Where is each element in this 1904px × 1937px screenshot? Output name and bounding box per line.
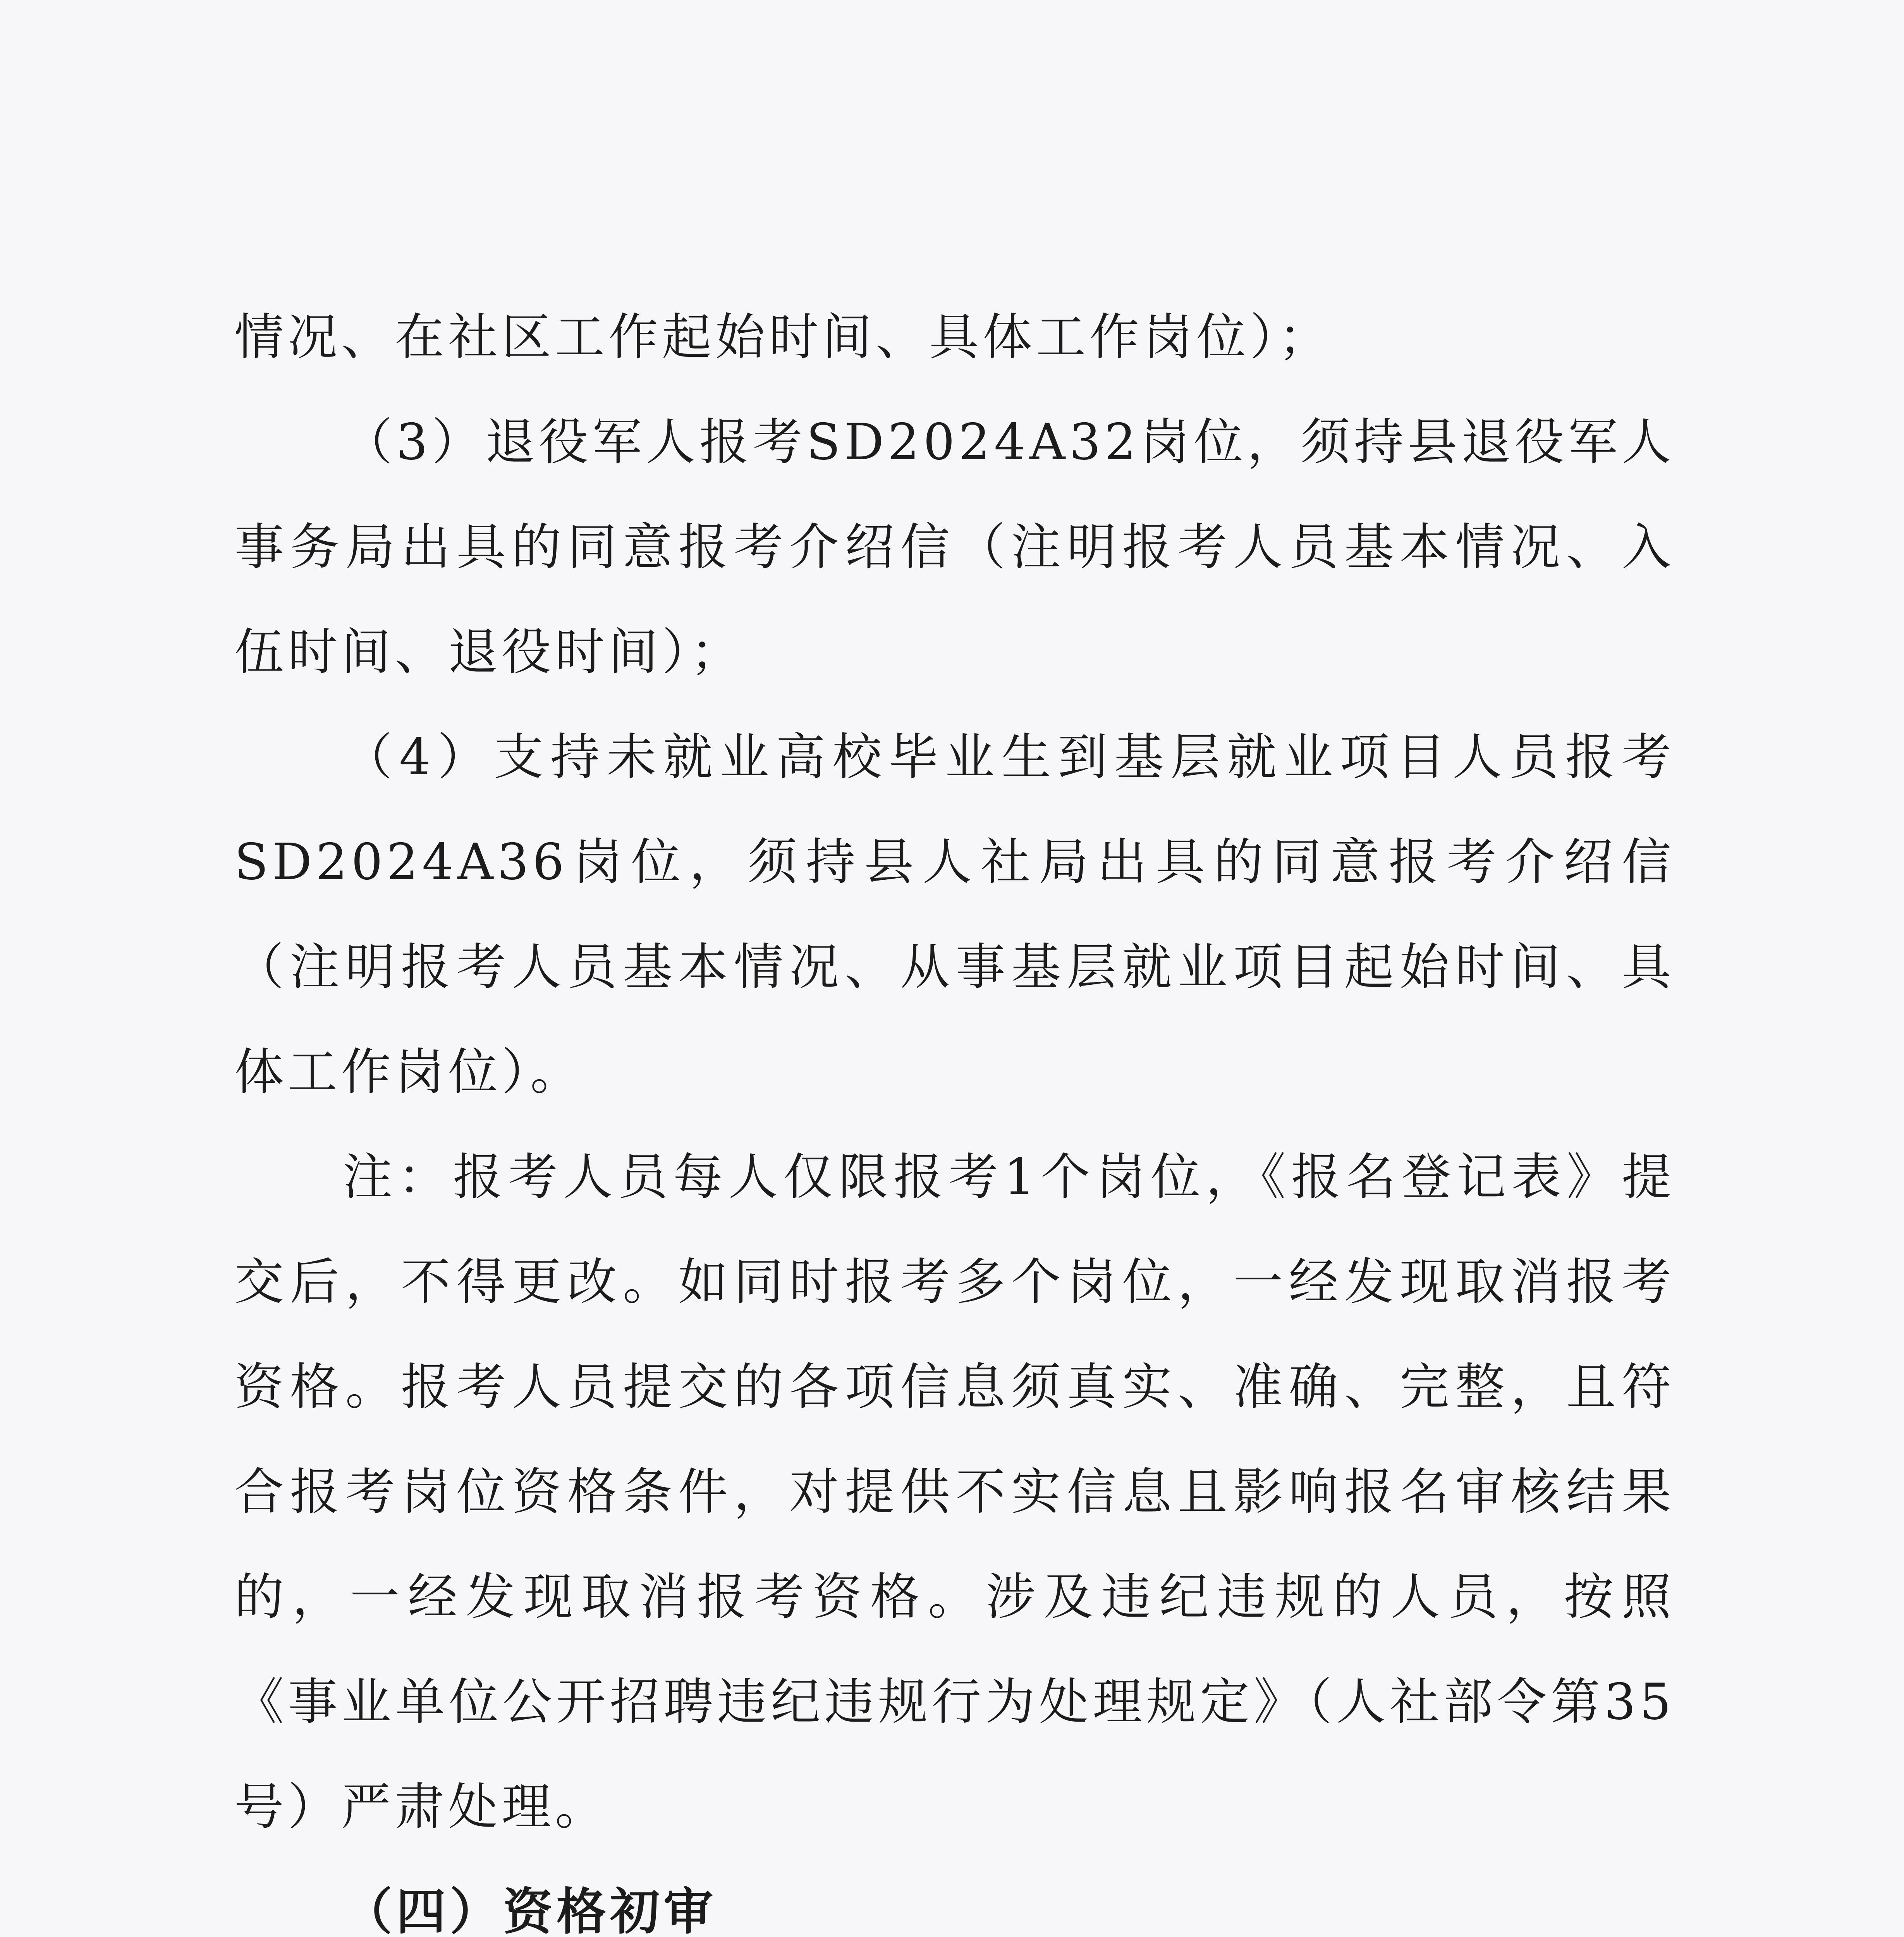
paragraph-continued: 情况、在社区工作起始时间、具体工作岗位）； [234,308,1332,366]
paragraph-item-4: （4）支持未就业高校毕业生到基层就业项目人员报考SD2024A36岗位，须持县人社局出具的同意报考介绍信（注明报考人员基本情况、从事基层就业项目起始时间、具体工作岗位）。 [234,728,1675,1101]
document-body [234,285,1675,1937]
paragraph-item-3: （3）退役军人报考SD2024A32岗位，须持县退役军人事务局出具的同意报考介绍信（注明报考人员基本情况、入伍时间、退役时间）； [234,413,1675,681]
paragraph-note: 注：报考人员每人仅限报考1个岗位，《报名登记表》提交后，不得更改。如同时报考多个岗位，一经发现取消报考资格。报考人员提交的各项信息须真实、准确、完整，且符合报考岗位资格条件，对提供不实信息且影响报名审核结果的，一经发现取消报考资格。涉及违纪违规的人员，按照《事业单位公开招聘违纪违规行为处理规定》（人社部令第35号）严肃处理。 [234,1148,1675,1836]
section-heading: （四）资格初审 [343,1883,717,1937]
